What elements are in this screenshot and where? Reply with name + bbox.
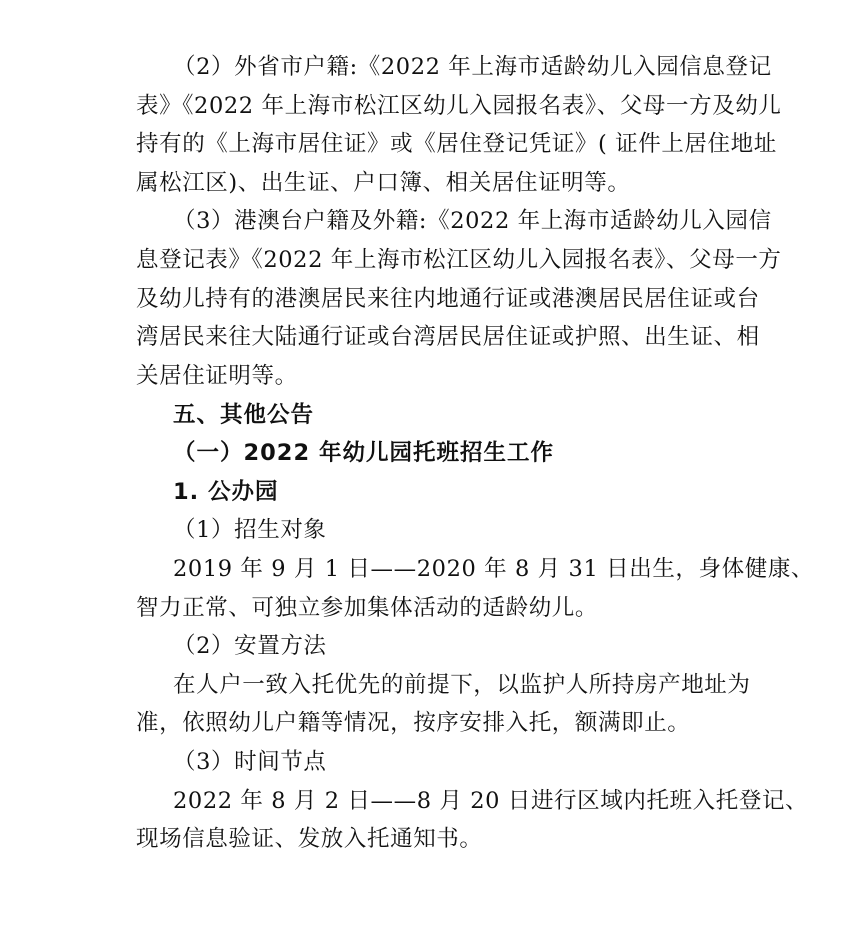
paragraph-line: 2022 年 8 月 2 日——8 月 20 日进行区域内托班入托登记、 (173, 788, 809, 814)
item-heading: 1. 公办园 (173, 479, 279, 505)
paragraph-line: （3）港澳台户籍及外籍:《2022 年上海市适龄幼儿入园信 (173, 208, 772, 234)
paragraph-line: 属松江区)、出生证、户口簿、相关居住证明等。 (136, 170, 631, 196)
time-nodes-label: （3）时间节点 (173, 749, 327, 775)
paragraph-line: 持有的《上海市居住证》或《居住登记凭证》( 证件上居住地址 (136, 131, 777, 157)
paragraph-line: 及幼儿持有的港澳居民来往内地通行证或港澳居民居住证或台 (136, 286, 760, 312)
subsection-heading: （一）2022 年幼儿园托班招生工作 (173, 440, 554, 466)
paragraph-line: （2）外省市户籍:《2022 年上海市适龄幼儿入园信息登记 (173, 54, 772, 80)
paragraph-line: 息登记表》《2022 年上海市松江区幼儿入园报名表》、父母一方 (136, 247, 782, 273)
paragraph-line: 现场信息验证、发放入托通知书。 (136, 826, 483, 852)
paragraph-line: 智力正常、可独立参加集体活动的适龄幼儿。 (136, 595, 599, 621)
placement-method-label: （2）安置方法 (173, 633, 327, 659)
paragraph-line: 在人户一致入托优先的前提下，以监护人所持房产地址为 (173, 672, 751, 698)
section-heading: 五、其他公告 (173, 402, 315, 428)
paragraph-line: 关居住证明等。 (136, 363, 298, 389)
paragraph-line: 2019 年 9 月 1 日——2020 年 8 月 31 日出生，身体健康、 (173, 556, 815, 582)
paragraph-line: 表》《2022 年上海市松江区幼儿入园报名表》、父母一方及幼儿 (136, 93, 782, 119)
paragraph-line: 湾居民来往大陆通行证或台湾居民居住证或护照、出生证、相 (136, 324, 760, 350)
paragraph-line: 准，依照幼儿户籍等情况，按序安排入托，额满即止。 (136, 710, 691, 736)
enrollment-target-label: （1）招生对象 (173, 517, 327, 543)
